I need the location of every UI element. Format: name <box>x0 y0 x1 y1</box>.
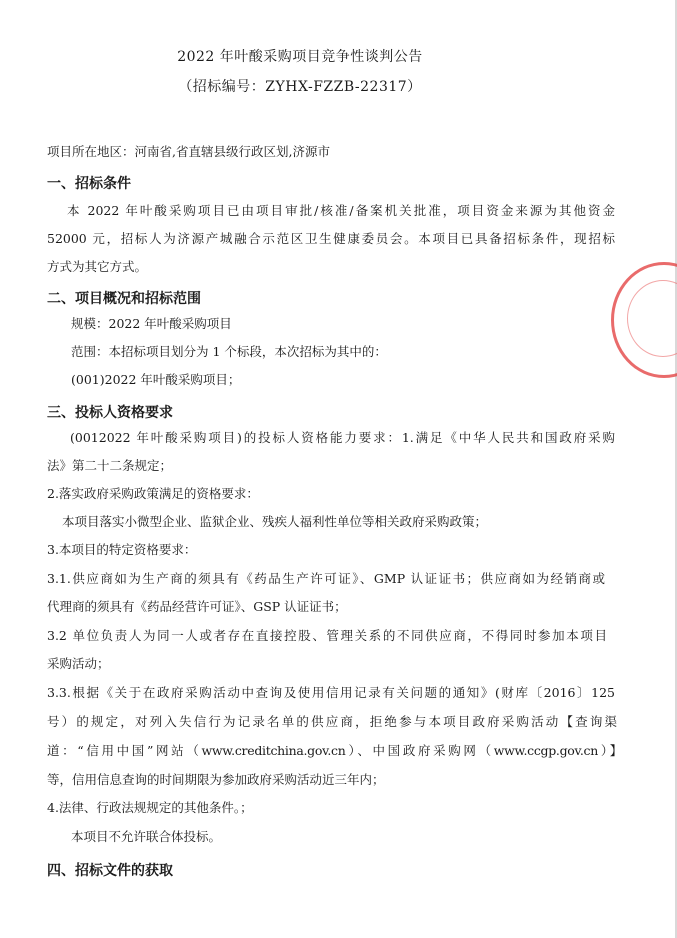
s3-paragraph-line: 等，信用信息查询的时间期限为参加政府采购活动近三年内； <box>47 772 385 787</box>
section-2-heading: 二、项目概况和招标范围 <box>47 291 201 307</box>
s2-scale: 规模：2022 年叶酸采购项目 <box>71 316 232 331</box>
s3-paragraph-line: 法》第二十二条规定； <box>47 458 173 473</box>
section-4-heading: 四、招标文件的获取 <box>47 863 173 879</box>
project-region: 项目所在地区：河南省,省直辖县级行政区划,济源市 <box>47 144 330 159</box>
s1-paragraph-line: 方式为其它方式。 <box>47 259 148 274</box>
section-3-heading: 三、投标人资格要求 <box>47 405 173 421</box>
s3-paragraph-line: 2.落实政府采购政策满足的资格要求： <box>47 486 259 501</box>
s3-paragraph-line: 代理商的须具有《药品经营许可证》、GSP 认证证书； <box>47 599 347 614</box>
s3-paragraph-line: 号）的规定，对列入失信行为记录名单的供应商，拒绝参与本项目政府采购活动【查询渠 <box>47 714 617 729</box>
s3-paragraph-line: 本项目不允许联合体投标。 <box>71 829 222 844</box>
s3-paragraph-line: 3.2 单位负责人为同一人或者存在直接控股、管理关系的不同供应商，不得同时参加本项目 <box>47 628 607 643</box>
s3-paragraph-line: 3.本项目的特定资格要求： <box>47 542 197 557</box>
s3-paragraph-line: (0012022 年叶酸采购项目)的投标人资格能力要求：1.满足《中华人民共和国政府采购 <box>70 430 615 445</box>
doc-title: 2022 年叶酸采购项目竞争性谈判公告 <box>177 49 423 65</box>
s2-item: (001)2022 年叶酸采购项目； <box>71 372 241 387</box>
s3-paragraph-line: 道：“信用中国”网站（www.creditchina.gov.cn）、中国政府采购网（www.ccgp.gov.cn）】 <box>47 743 622 758</box>
s3-paragraph-line: 4.法律、行政法规规定的其他条件。； <box>47 800 253 815</box>
s3-paragraph-line: 3.1.供应商如为生产商的须具有《药品生产许可证》、GMP 认证证书；供应商如为经销商或 <box>47 571 605 586</box>
s3-paragraph-line: 3.3.根据《关于在政府采购活动中查询及使用信用记录有关问题的通知》(财库〔2016〕125 <box>47 685 615 700</box>
section-1-heading: 一、招标条件 <box>47 176 131 192</box>
s3-paragraph-line: 本项目落实小微型企业、监狱企业、残疾人福利性单位等相关政府采购政策； <box>62 514 488 529</box>
s2-range: 范围：本招标项目划分为 1 个标段，本次招标为其中的： <box>71 344 387 359</box>
tender-code: （招标编号：ZYHX-FZZB-22317） <box>178 79 422 95</box>
s1-paragraph-line: 52000 元，招标人为济源产城融合示范区卫生健康委员会。本项目已具备招标条件，现招标 <box>47 231 615 246</box>
s3-paragraph-line: 采购活动； <box>47 656 110 671</box>
s1-paragraph-line: 本 2022 年叶酸采购项目已由项目审批/核准/备案机关批准，项目资金来源为其他资金 <box>67 203 615 218</box>
